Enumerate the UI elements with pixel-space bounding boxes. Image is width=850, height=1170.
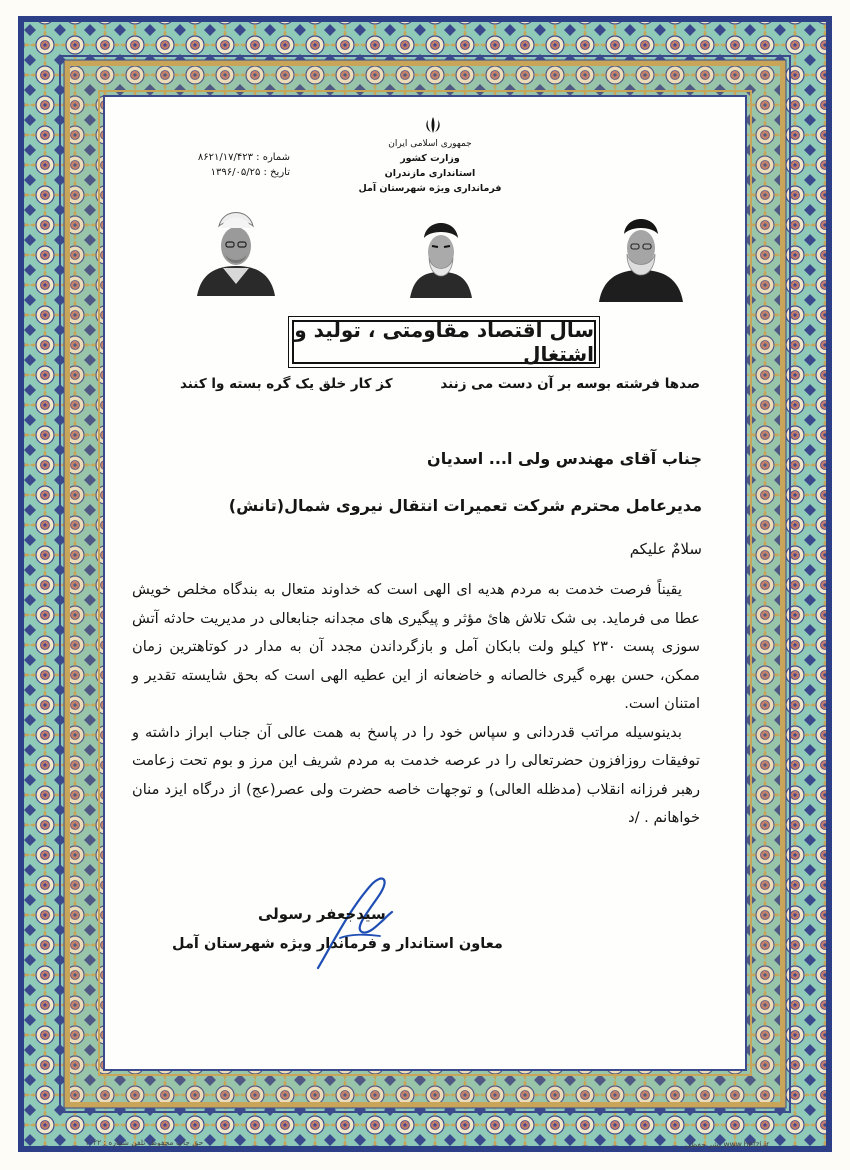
handwritten-signature xyxy=(310,868,410,978)
body-paragraph-1: یقیناً فرصت خدمت به مردم هدیه ای الهی است که خداوند متعال به بندگاه مخلص خویش عطا می فرماید. بی شک تلاش هایٔ مؤثر و پیگیری های مجدانه جنابعالی در مدیریت حادثه آتش سوزی پست ۲۳۰ کیلو ولت بابکان آمل و بازگرداندن مجدد آن به مدار در کوتاهترین زمان ممکن، حسن بهره گیری خالصانه و خاضعانه از این عطیه الهی است که بحق شایسته تقدیر و امتنان است. xyxy=(132,581,700,712)
portrait-left xyxy=(195,204,277,296)
iran-emblem-icon xyxy=(423,116,443,134)
verse-left: کز کار خلق یک گره بسته وا کنند xyxy=(180,376,393,392)
letter-number: شماره : ۸۶۲۱/۱۷/۴۲۳ xyxy=(197,152,290,163)
letter-date: تاریخ : ۱۳۹۶/۰۵/۲۵ xyxy=(210,167,290,178)
greeting: سلامٌ علیکم xyxy=(629,540,702,558)
addressee-title: مدیرعامل محترم شرکت تعمیرات انتقال نیروی شمال(تانش) xyxy=(228,496,702,515)
header-country: جمهوری اسلامی ایران xyxy=(388,139,472,149)
signatory-name: سیدجعفر رسولی xyxy=(258,905,386,923)
letter-body xyxy=(132,576,700,833)
footer-copyright: حق چاپ محفوظ. تلفن شماره : ۱۰۲۲ xyxy=(85,1138,204,1147)
header-ministry: وزارت کشور xyxy=(400,153,460,164)
footer-publisher: www.hefzi.ir نشر حفظی xyxy=(685,1140,770,1149)
portrait-right xyxy=(597,212,685,302)
body-paragraph-2: بدینوسیله مراتب قدردانی و سپاس خود را در پاسخ به همت عالی آن جناب ابراز داشته و توفیقات روزافزون حضرتعالی را در عرصه خدمت به مردم شریف این مرز و بوم تحت زعامت رهبر فرزانه انقلاب (مدظله العالی) و توجهات خاصه حضرت ولی عصر(عج) از درگاه ایزد منان خواهانم . /د xyxy=(132,723,700,826)
verse-right: صدها فرشته بوسه بر آن دست می زنند xyxy=(440,376,700,392)
addressee-name: جناب آقای مهندس ولی ا... اسدیان xyxy=(427,449,702,468)
header-province: استانداری مازندران xyxy=(384,168,476,179)
year-motto xyxy=(292,320,596,364)
header-office: فرمانداری ویژه شهرستان آمل xyxy=(358,183,502,194)
portrait-centre xyxy=(410,216,472,298)
signatory-position: معاون استاندار و فرماندار ویژه شهرستان آمل xyxy=(172,936,503,952)
year-motto-text: سال اقتصاد مقاومتی ، تولید و اشتغال xyxy=(294,318,594,366)
